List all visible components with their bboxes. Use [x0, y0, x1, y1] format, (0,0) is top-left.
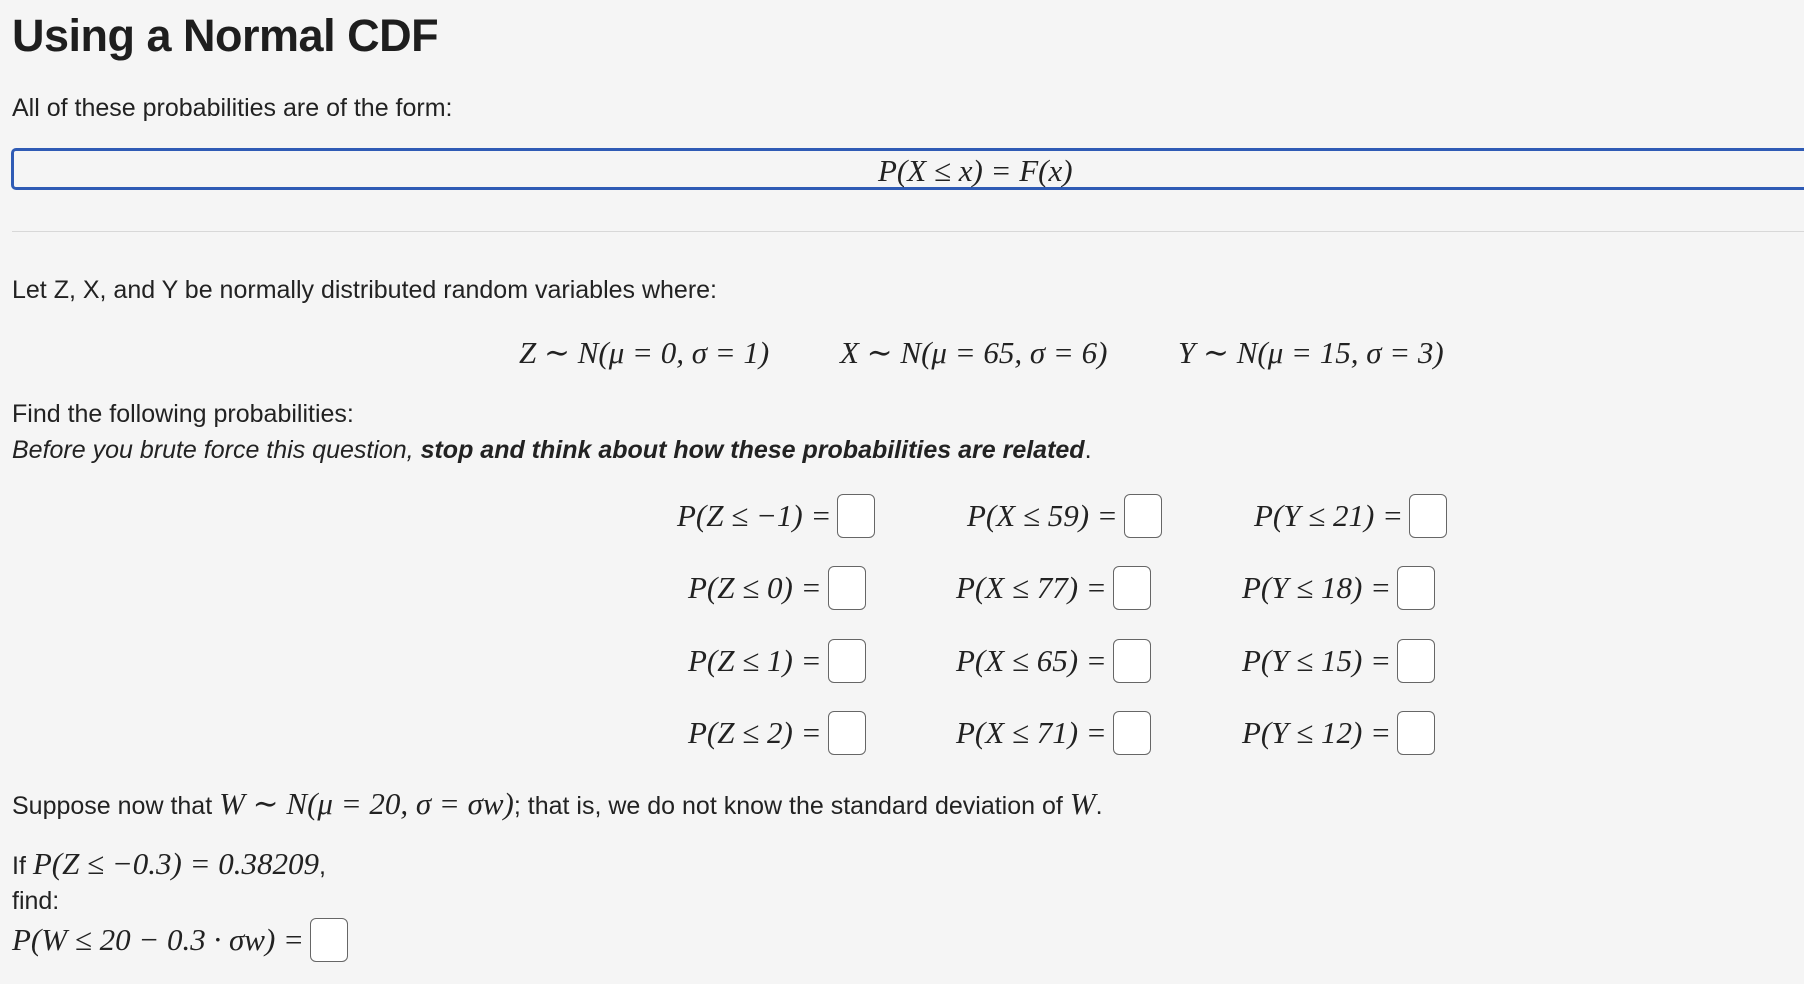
question-y-1: [1254, 494, 1447, 538]
page-title: Using a Normal CDF: [12, 10, 439, 61]
final-question-label: P(W ≤ 20 − 0.3 · σw) =: [12, 922, 304, 957]
given-lead: If: [12, 852, 33, 880]
distribution-x: X ∼ N(μ = 65, σ = 6): [840, 335, 1108, 370]
answer-input-z-1[interactable]: [837, 494, 875, 538]
let-text: Let Z, X, and Y be normally distributed random variables where:: [12, 276, 718, 304]
question-label: P(X ≤ 71) =: [956, 715, 1107, 750]
question-y-2: [1242, 566, 1435, 610]
answer-input-y-3[interactable]: [1397, 639, 1435, 683]
hint-lead: Before you brute force this question,: [12, 436, 421, 464]
answer-input-w[interactable]: [310, 918, 348, 962]
question-label: P(X ≤ 77) =: [956, 570, 1107, 605]
question-label: P(X ≤ 65) =: [956, 643, 1107, 678]
final-question: [12, 918, 348, 962]
suppose-lead: Suppose now that: [12, 792, 220, 820]
question-label: P(X ≤ 59) =: [967, 498, 1118, 533]
question-z-4: [688, 711, 866, 755]
question-x-4: [956, 711, 1151, 755]
answer-input-x-2[interactable]: [1113, 566, 1151, 610]
question-x-2: [956, 566, 1151, 610]
question-label: P(Z ≤ 0) =: [688, 570, 822, 605]
hint-bold: stop and think about how these probabilities are related: [420, 436, 1085, 464]
question-z-2: [688, 566, 866, 610]
question-label: P(Y ≤ 18) =: [1242, 570, 1392, 605]
suppose-mid: ; that is, we do not know the standard deviation of: [513, 792, 1070, 820]
question-x-1: [967, 494, 1162, 538]
suppose-text: [12, 786, 1103, 822]
answer-input-x-1[interactable]: [1124, 494, 1162, 538]
question-y-3: [1242, 639, 1435, 683]
answer-input-x-3[interactable]: [1113, 639, 1151, 683]
divider: [12, 231, 1804, 232]
question-x-3: [956, 639, 1151, 683]
question-z-1: [677, 494, 875, 538]
question-label: P(Z ≤ 1) =: [688, 643, 822, 678]
distribution-y: Y ∼ N(μ = 15, σ = 3): [1178, 335, 1444, 370]
answer-input-y-4[interactable]: [1397, 711, 1435, 755]
answer-input-y-1[interactable]: [1409, 494, 1447, 538]
given-math: P(Z ≤ −0.3) = 0.38209: [32, 846, 320, 881]
answer-input-z-2[interactable]: [828, 566, 866, 610]
intro-text: All of these probabilities are of the form:: [12, 94, 453, 122]
hint-text: [12, 436, 1092, 465]
cdf-formula: P(X ≤ x) = F(x): [878, 153, 1073, 188]
question-z-3: [688, 639, 866, 683]
suppose-math: W ∼ N(μ = 20, σ = σw): [219, 786, 514, 821]
answer-input-z-3[interactable]: [828, 639, 866, 683]
question-label: P(Z ≤ 2) =: [688, 715, 822, 750]
question-y-4: [1242, 711, 1435, 755]
hint-tail: .: [1084, 436, 1092, 464]
answer-input-y-2[interactable]: [1397, 566, 1435, 610]
distribution-z: Z ∼ N(μ = 0, σ = 1): [519, 335, 770, 370]
answer-input-z-4[interactable]: [828, 711, 866, 755]
find-word: find:: [12, 887, 60, 915]
find-text: Find the following probabilities:: [12, 400, 354, 428]
suppose-end: .: [1095, 792, 1103, 820]
given-end: ,: [319, 852, 326, 880]
formula-box: [11, 148, 1804, 190]
question-label: P(Z ≤ −1) =: [677, 498, 832, 533]
answer-input-x-4[interactable]: [1113, 711, 1151, 755]
question-label: P(Y ≤ 15) =: [1242, 643, 1392, 678]
question-label: P(Y ≤ 21) =: [1254, 498, 1404, 533]
question-label: P(Y ≤ 12) =: [1242, 715, 1392, 750]
given-text: [12, 846, 326, 882]
suppose-var: W: [1069, 786, 1096, 821]
